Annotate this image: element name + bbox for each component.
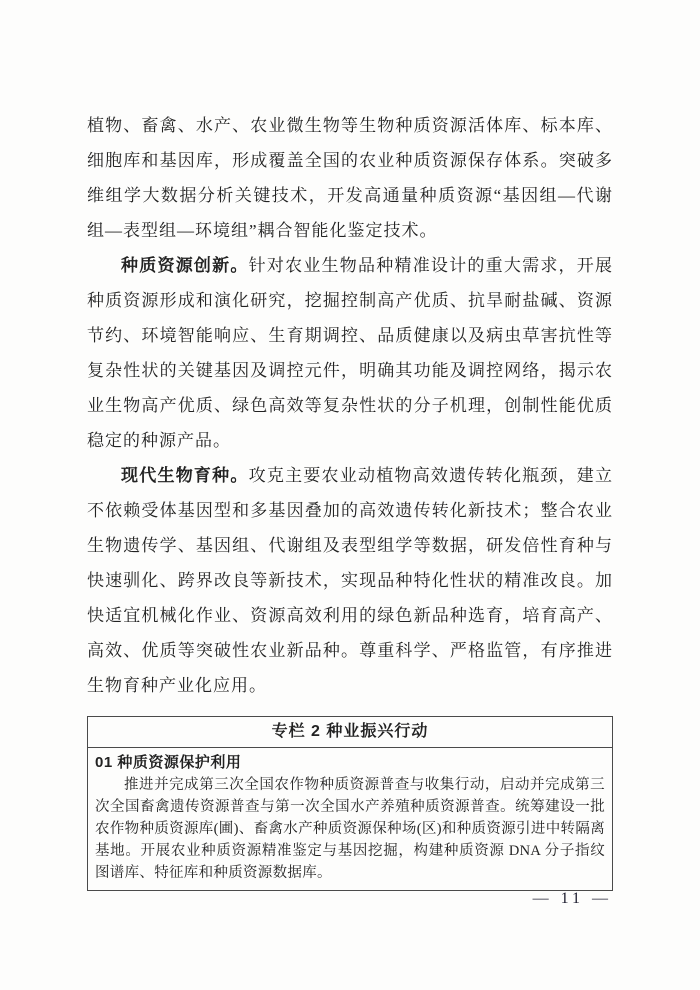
box-item-text: 推进并完成第三次全国农作物种质资源普查与收集行动，启动并完成第三次全国畜禽遗传资源普查与第一次全国水产养殖种质资源普查。统筹建设一批农作物种质资源库(圃)、畜禽水产种质资源保种场(区)和种质资源引进中转隔离基地。开展农业种质资源精准鉴定与基因挖掘，构建种质资源 DNA 分子指纹图谱库、特征库和种质资源数据库。 bbox=[95, 777, 605, 881]
column-2-box bbox=[87, 716, 613, 891]
paragraph-lead: 种质资源创新。 bbox=[121, 256, 249, 275]
body-paragraph bbox=[87, 248, 613, 458]
column-box-title: 专栏 2 种业振兴行动 bbox=[88, 717, 612, 748]
paragraph-text: 植物、畜禽、水产、农业微生物等生物种质资源活体库、标本库、细胞库和基因库，形成覆盖全国的农业种质资源保存体系。突破多维组学大数据分析关键技术，开发高通量种质资源“基因组—代谢组—表型组—环境组”耦合智能化鉴定技术。 bbox=[87, 116, 613, 240]
body-paragraph bbox=[87, 108, 613, 248]
box-item-heading: 01 种质资源保护利用 bbox=[95, 754, 242, 771]
paragraph-text: 针对农业生物品种精准设计的重大需求，开展种质资源形成和演化研究，挖掘控制高产优质、抗旱耐盐碱、资源节约、环境智能响应、生育期调控、品质健康以及病虫草害抗性等复杂性状的关键基因及调控元件，明确其功能及调控网络，揭示农业生物高产优质、绿色高效等复杂性状的分子机理，创制性能优质稳定的种源产品。 bbox=[87, 256, 614, 450]
paragraph-text: 攻克主要农业动植物高效遗传转化瓶颈，建立不依赖受体基因型和多基因叠加的高效遗传转化新技术；整合农业生物遗传学、基因组、代谢组及表型组学等数据，研发倍性育种与快速驯化、跨界改良等新技术，实现品种特化性状的精准改良。加快适宜机械化作业、资源高效利用的绿色新品种选育，培育高产、高效、优质等突破性农业新品种。尊重科学、严格监管，有序推进生物育种产业化应用。 bbox=[87, 466, 614, 695]
page-number: — 11 — bbox=[532, 890, 612, 907]
page-content bbox=[87, 108, 613, 891]
body-paragraph bbox=[87, 458, 613, 703]
column-box-body bbox=[88, 748, 612, 890]
paragraph-lead: 现代生物育种。 bbox=[121, 466, 249, 485]
